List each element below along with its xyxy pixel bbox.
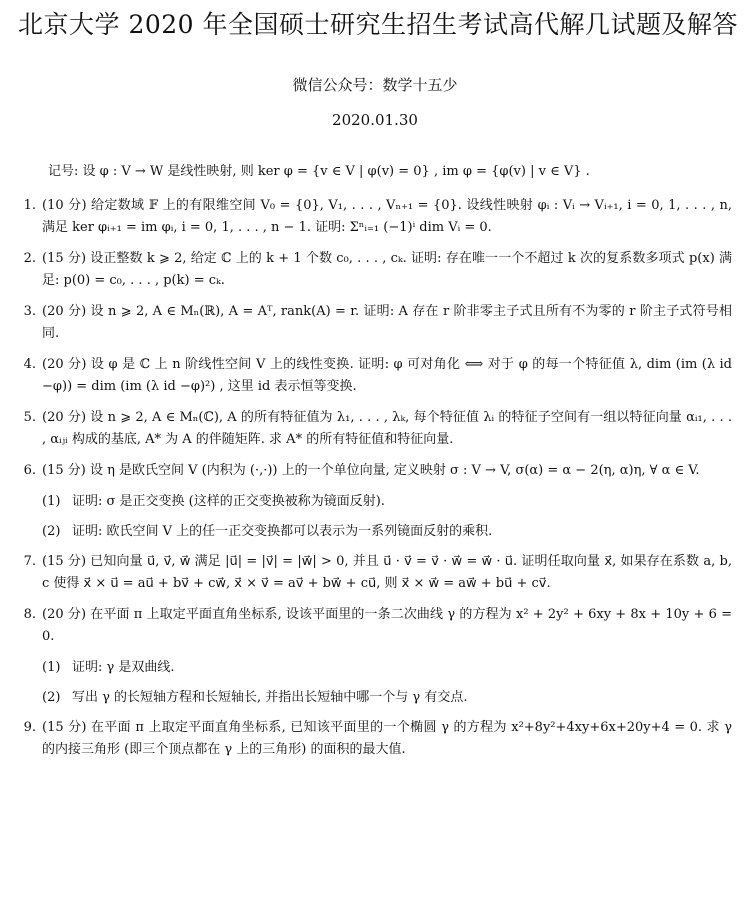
page-title: 北京大学 2020 年全国硕士研究生招生考试高代解几试题及解答	[18, 10, 739, 39]
problem-5	[18, 407, 732, 451]
problem-8-part-2	[42, 687, 732, 709]
problem-8	[18, 604, 732, 648]
part-text: 证明: 欧氏空间 V 上的任一正交变换都可以表示为一系列镜面反射的乘积.	[72, 524, 493, 539]
problem-1	[18, 195, 732, 239]
part-text: 证明: γ 是双曲线.	[72, 660, 175, 675]
problem-text: (15 分) 设 η 是欧氏空间 V (内积为 (·,·)) 上的一个单位向量, 定义映射 σ : V → V, σ(α) = α − 2(η, α)η, ∀ α ∈ V.	[42, 463, 700, 478]
problem-4	[18, 354, 732, 398]
problem-number: 9.	[23, 720, 36, 735]
problem-6-part-2	[42, 521, 732, 543]
part-label: (1)	[42, 660, 61, 675]
exam-page	[0, 10, 750, 903]
problem-number: 7.	[23, 554, 36, 569]
problem-7	[18, 551, 732, 595]
part-label: (2)	[42, 690, 61, 705]
problem-number: 3.	[23, 304, 36, 319]
problem-text: (20 分) 设 n ⩾ 2, A ∈ Mₙ(ℝ), A = Aᵀ, rank(A) = r. 证明: A 存在 r 阶非零主子式且所有不为零的 r 阶主子式符号相同.	[42, 304, 732, 341]
part-text: 证明: σ 是正交变换 (这样的正交变换被称为镜面反射).	[72, 494, 385, 509]
part-label: (2)	[42, 524, 61, 539]
problem-number: 4.	[23, 357, 36, 372]
problem-number: 5.	[23, 410, 36, 425]
problem-9	[18, 717, 732, 761]
problem-6	[18, 460, 732, 482]
part-text: 写出 γ 的长短轴方程和长短轴长, 并指出长短轴中哪一个与 γ 有交点.	[72, 690, 468, 705]
problem-number: 8.	[23, 607, 36, 622]
problem-number: 6.	[23, 463, 36, 478]
problem-text: (20 分) 设 n ⩾ 2, A ∈ Mₙ(ℂ), A 的所有特征值为 λ₁, . . . , λₖ, 每个特征值 λᵢ 的特征子空间有一组以特征向量 αᵢ₁, . . . , αᵢⱼᵢ 构成的基底, A* 为 A 的伴随矩阵. 求 A* 的所有特征值和特征向量.	[42, 410, 732, 447]
problem-list	[18, 195, 732, 761]
problem-text: (15 分) 已知向量 u⃗, v⃗, w⃗ 满足 |u⃗| = |v⃗| = |w⃗| > 0, 并且 u⃗ · v⃗ = v⃗ · w⃗ = w⃗ · u⃗. 证明任取向量 x⃗, 如果存在系数 a, b, c 使得 x⃗ × u⃗ = au⃗ + bv⃗ + cw⃗, x⃗ × v⃗ = av⃗ + bw⃗ + cu⃗, 则 x⃗ × w⃗ = aw⃗ + bu⃗ + cv⃗.	[42, 554, 732, 591]
date-label: 2020.01.30	[332, 111, 418, 129]
problem-text: (10 分) 给定数域 𝔽 上的有限维空间 V₀ = {0}, V₁, . . . , Vₙ₊₁ = {0}. 设线性映射 φᵢ : Vᵢ → Vᵢ₊₁, i = 0, 1, . . . , n, 满足 ker φᵢ₊₁ = im φᵢ, i = 0, 1, . . . , n − 1. 证明: Σⁿᵢ₌₁ (−1)ⁱ dim Vᵢ = 0.	[42, 198, 732, 235]
notation-paragraph: 记号: 设 φ : V → W 是线性映射, 则 ker φ = {v ∈ V | φ(v) = 0} , im φ = {φ(v) | v ∈ V} .	[48, 164, 590, 179]
problem-text: (15 分) 设正整数 k ⩾ 2, 给定 ℂ 上的 k + 1 个数 c₀, . . . , cₖ. 证明: 存在唯一一个不超过 k 次的复系数多项式 p(x) 满足: p(0) = c₀, . . . , p(k) = cₖ.	[42, 251, 732, 288]
problem-text: (15 分) 在平面 π 上取定平面直角坐标系, 已知该平面里的一个椭圆 γ 的方程为 x²+8y²+4xy+6x+20y+4 = 0. 求 γ 的内接三角形 (即三个顶点都在 γ 上的三角形) 的面积的最大值.	[42, 720, 732, 757]
problem-text: (20 分) 在平面 π 上取定平面直角坐标系, 设该平面里的一条二次曲线 γ 的方程为 x² + 2y² + 6xy + 8x + 10y + 6 = 0.	[42, 607, 732, 644]
wechat-subtitle: 微信公众号：数学十五少	[292, 76, 458, 94]
problem-6-part-1	[42, 491, 732, 513]
problem-number: 1.	[23, 198, 36, 213]
problem-number: 2.	[23, 251, 36, 266]
problem-text: (20 分) 设 φ 是 ℂ 上 n 阶线性空间 V 上的线性变换. 证明: φ 可对角化 ⟺ 对于 φ 的每一个特征值 λ, dim (im (λ id −φ)) = dim (im (λ id −φ)²) , 这里 id 表示恒等变换.	[42, 357, 732, 394]
problem-3	[18, 301, 732, 345]
problem-2	[18, 248, 732, 292]
part-label: (1)	[42, 494, 61, 509]
problem-8-part-1	[42, 657, 732, 679]
